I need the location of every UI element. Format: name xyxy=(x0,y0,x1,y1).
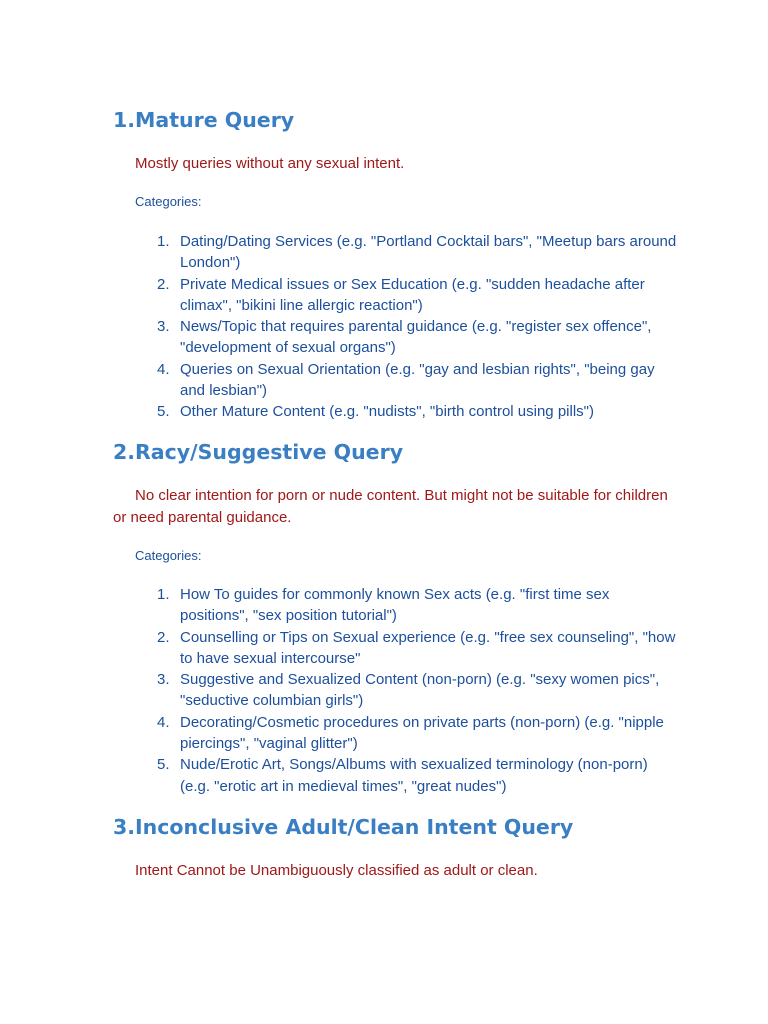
category-list-racy xyxy=(157,584,677,797)
section-title: Mature Query xyxy=(135,108,295,132)
list-item xyxy=(157,359,677,402)
list-item xyxy=(157,401,677,422)
list-item-text: Private Medical issues or Sex Education (e.g. "sudden headache after climax", "bikini line allergic reaction") xyxy=(180,275,645,314)
categories-label: Categories: xyxy=(135,194,202,209)
list-item-number: 1. xyxy=(157,233,170,250)
section-title: Inconclusive Adult/Clean Intent Query xyxy=(135,815,574,839)
list-item-text: Counselling or Tips on Sexual experience (e.g. "free sex counseling", "how to have sexual intercourse" xyxy=(180,628,676,667)
list-item-text: Other Mature Content (e.g. "nudists", "birth control using pills") xyxy=(180,403,594,421)
category-list-mature xyxy=(157,231,677,423)
list-item-text: Dating/Dating Services (e.g. "Portland Cocktail bars", "Meetup bars around London") xyxy=(180,233,677,272)
section-intro: Mostly queries without any sexual intent. xyxy=(135,155,405,172)
list-item-text: Suggestive and Sexualized Content (non-porn) (e.g. "sexy women pics", "seductive columbian girls") xyxy=(180,671,660,710)
list-item xyxy=(157,712,677,755)
list-item-number: 5. xyxy=(157,403,170,421)
list-item-text: News/Topic that requires parental guidance (e.g. "register sex offence", "development of sexual organs") xyxy=(180,318,652,357)
list-item-number: 2. xyxy=(157,275,170,293)
list-item xyxy=(157,754,677,797)
list-item-number: 3. xyxy=(157,671,170,689)
list-item-text: Nude/Erotic Art, Songs/Albums with sexualized terminology (non-porn) (e.g. "erotic art in medieval times", "great nudes") xyxy=(180,756,648,795)
section-heading-racy-suggestive-query xyxy=(113,440,403,464)
categories-label: Categories: xyxy=(135,548,202,563)
section-intro: Intent Cannot be Unambiguously classified as adult or clean. xyxy=(135,862,538,879)
list-item-number: 4. xyxy=(157,713,170,731)
list-item xyxy=(157,274,677,317)
list-item-text: Decorating/Cosmetic procedures on private parts (non-porn) (e.g. "nipple piercings", "vaginal glitter") xyxy=(180,713,664,753)
list-item xyxy=(157,627,677,670)
section-number: 2. xyxy=(113,440,136,464)
section-number: 1. xyxy=(113,108,136,132)
section-heading-inconclusive-query xyxy=(113,815,573,839)
list-item xyxy=(157,584,677,627)
section-intro: No clear intention for porn or nude content. But might not be suitable for children or need parental guidance. xyxy=(113,487,668,526)
list-item xyxy=(157,669,677,712)
list-item xyxy=(157,231,677,274)
list-item-number: 5. xyxy=(157,756,170,774)
list-item-number: 2. xyxy=(157,628,170,646)
list-item-number: 3. xyxy=(157,318,170,336)
list-item-number: 1. xyxy=(157,586,170,603)
list-item-text: How To guides for commonly known Sex acts (e.g. "first time sex positions", "sex position tutorial") xyxy=(180,586,610,625)
section-title: Racy/Suggestive Query xyxy=(135,440,404,464)
list-item-number: 4. xyxy=(157,360,170,378)
section-number: 3. xyxy=(113,815,136,839)
list-item xyxy=(157,316,677,359)
list-item-text: Queries on Sexual Orientation (e.g. "gay and lesbian rights", "being gay and lesbian") xyxy=(180,360,655,400)
section-heading-mature-query xyxy=(113,108,294,132)
